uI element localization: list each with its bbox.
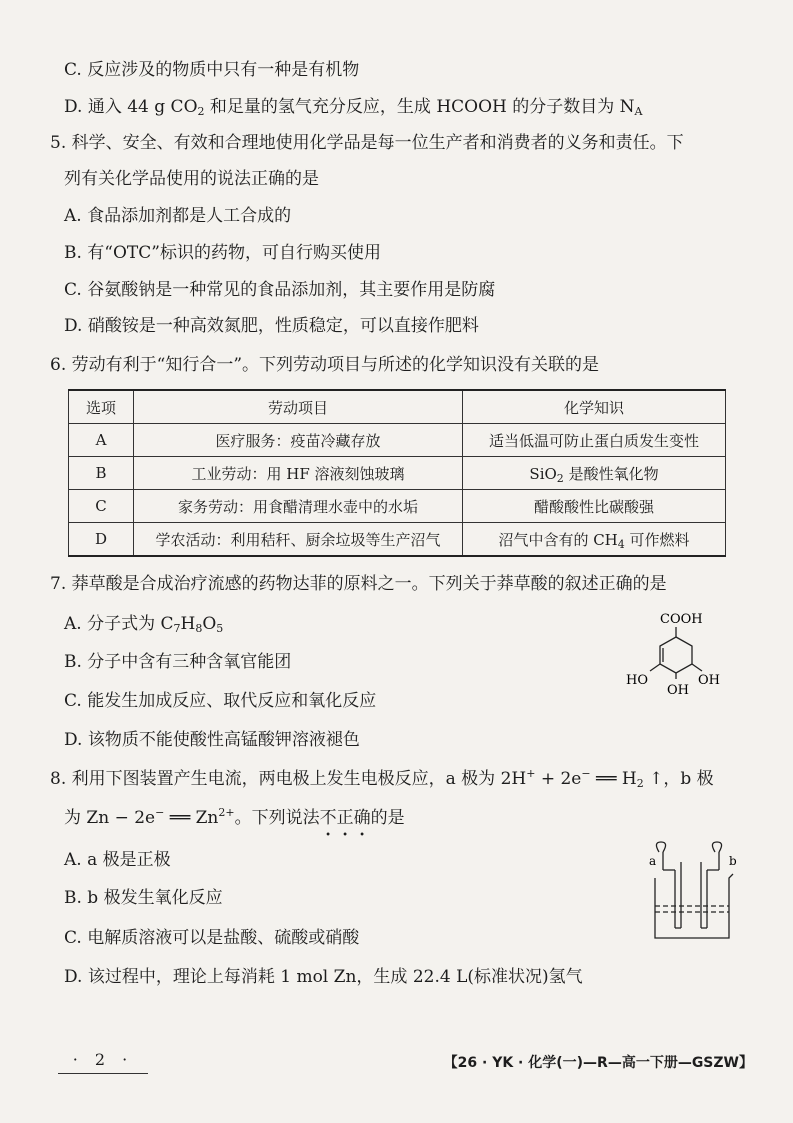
table-cell: 醋酸酸性比碳酸强 bbox=[463, 490, 726, 523]
oh-label-right: OH bbox=[698, 673, 720, 688]
electrode-a-label: a bbox=[649, 854, 657, 868]
table-header: 化学知识 bbox=[463, 390, 726, 424]
table-cell: 适当低温可防止蛋白质发生变性 bbox=[463, 424, 726, 457]
emphasis-char: 不 bbox=[319, 808, 337, 828]
table-cell: D bbox=[69, 523, 134, 557]
q4-option-c: C. 反应涉及的物质中只有一种是有机物 bbox=[64, 60, 360, 80]
q7-option-b: B. 分子中含有三种含氧官能团 bbox=[64, 652, 292, 672]
q5-stem-line2: 列有关化学品使用的说法正确的是 bbox=[64, 169, 319, 189]
table-cell: 学农活动：利用秸秆、厨余垃圾等生产沼气 bbox=[134, 523, 463, 557]
q5-option-c: C. 谷氨酸钠是一种常见的食品添加剂，其主要作用是防腐 bbox=[64, 280, 496, 300]
q7-stem: 7. 莽草酸是合成治疗流感的药物达菲的原料之一。下列关于莽草酸的叙述正确的是 bbox=[50, 574, 667, 594]
q5-option-d: D. 硝酸铵是一种高效氮肥，性质稳定，可以直接作肥料 bbox=[64, 316, 479, 336]
q6-table bbox=[68, 389, 726, 557]
table-row bbox=[69, 457, 726, 490]
oh-label-middle: OH bbox=[667, 683, 689, 698]
shikimic-acid-structure bbox=[620, 605, 730, 705]
exam-code: 【26 · YK · 化学(一)—R—高一下册—GSZW】 bbox=[443, 1055, 753, 1071]
table-header-row bbox=[69, 390, 726, 424]
q8-option-d: D. 该过程中，理论上每消耗 1 mol Zn，生成 22.4 L(标准状况)氢气 bbox=[64, 967, 583, 987]
electrode-b-label: b bbox=[729, 854, 737, 868]
footer-divider bbox=[58, 1073, 148, 1074]
table-cell: 家务劳动：用食醋清理水壶中的水垢 bbox=[134, 490, 463, 523]
emphasis-char: 正 bbox=[336, 808, 354, 828]
q4-option-d: D. 通入 44 g $CO_2$ 和足量的氢气充分反应，生成 HCOOH 的分子数目为 $N_A$ bbox=[64, 97, 643, 118]
table-cell: 医疗服务：疫苗冷藏存放 bbox=[134, 424, 463, 457]
table-header: 劳动项目 bbox=[134, 390, 463, 424]
oh-label-left: HO bbox=[626, 673, 648, 688]
q7-option-a: A. 分子式为 $C_7H_8O_5$ bbox=[64, 614, 224, 635]
emphasis-char: 确 bbox=[353, 808, 371, 828]
q5-stem-line1: 5. 科学、安全、有效和合理地使用化学品是每一位生产者和消费者的义务和责任。下 bbox=[50, 133, 684, 153]
q7-option-d: D. 该物质不能使酸性高锰酸钾溶液褪色 bbox=[64, 730, 360, 750]
table-header: 选项 bbox=[69, 390, 134, 424]
galvanic-cell-apparatus bbox=[645, 840, 740, 945]
table-cell: 工业劳动：用 HF 溶液刻蚀玻璃 bbox=[134, 457, 463, 490]
q5-option-a: A. 食品添加剂都是人工合成的 bbox=[64, 206, 292, 226]
table-cell: B bbox=[69, 457, 134, 490]
cooh-label: COOH bbox=[660, 612, 703, 627]
table-row bbox=[69, 424, 726, 457]
table-row bbox=[69, 490, 726, 523]
table-cell: 沼气中含有的 $CH_4$ 可作燃料 bbox=[463, 523, 726, 557]
table-cell: C bbox=[69, 490, 134, 523]
q6-stem: 6. 劳动有利于“知行合一”。下列劳动项目与所述的化学知识没有关联的是 bbox=[50, 355, 600, 375]
q7-option-c: C. 能发生加成反应、取代反应和氧化反应 bbox=[64, 691, 377, 711]
table-cell: SiO$_2$ 是酸性氧化物 bbox=[463, 457, 726, 490]
q8-stem-line1: 8. 利用下图装置产生电流，两电极上发生电极反应，a 极为 2H+ + 2e− ══ $H_2$ ↑，b 极 bbox=[50, 767, 714, 790]
q8-option-c: C. 电解质溶液可以是盐酸、硫酸或硝酸 bbox=[64, 928, 360, 948]
table-cell: A bbox=[69, 424, 134, 457]
table-row bbox=[69, 523, 726, 557]
page-number: · 2 · bbox=[72, 1050, 134, 1069]
q8-option-a: A. a 极是正极 bbox=[64, 850, 171, 870]
q8-option-b: B. b 极发生氧化反应 bbox=[64, 888, 223, 908]
q8-stem-line2: 为 Zn − 2e− ══ $Zn^{2+}$。下列说法不正确的是 bbox=[64, 806, 405, 828]
q5-option-b: B. 有“OTC”标识的药物，可自行购买使用 bbox=[64, 243, 381, 263]
